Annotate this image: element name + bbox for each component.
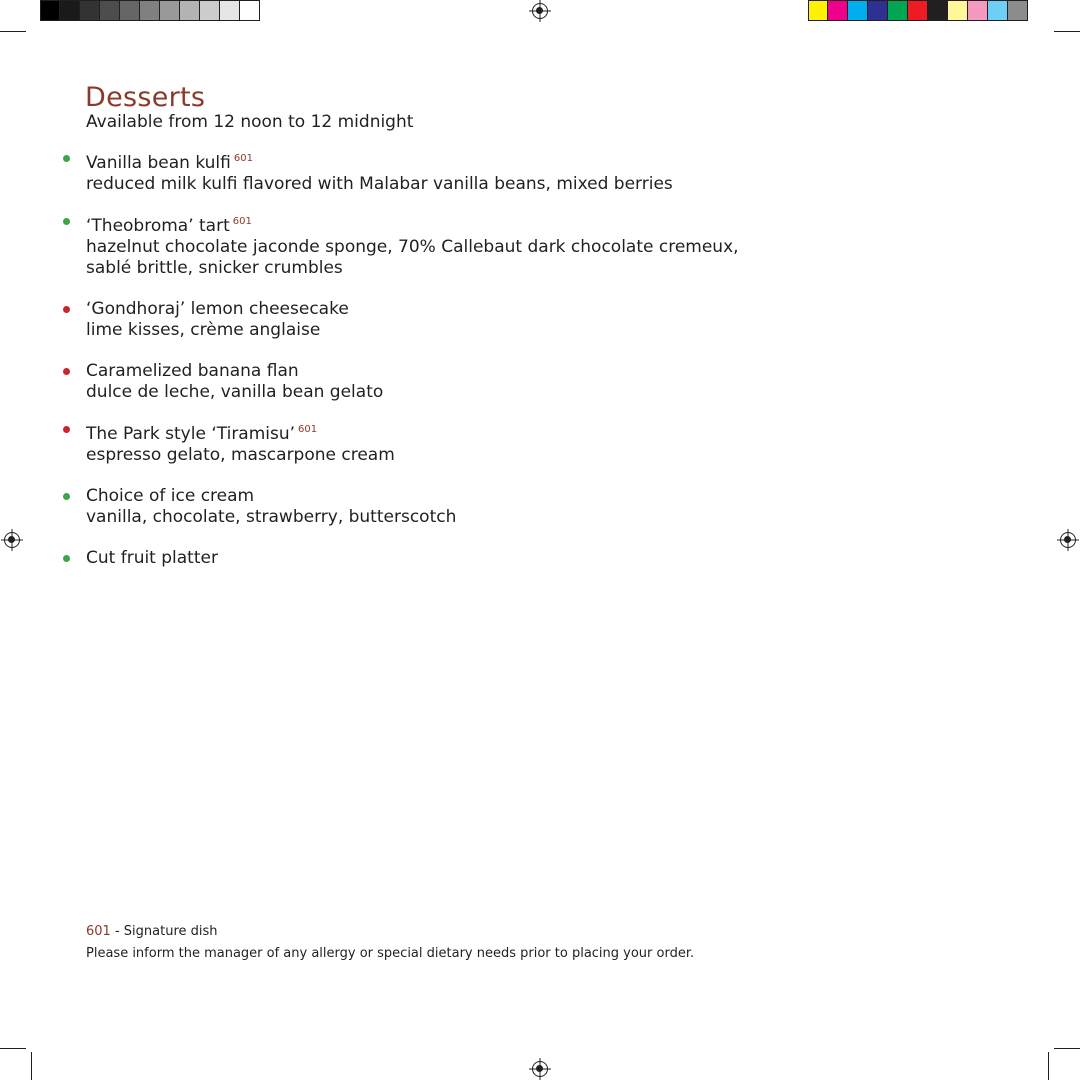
signature-label: - Signature dish — [110, 924, 218, 939]
menu-availability: Available from 12 noon to 12 midnight — [86, 112, 414, 132]
allergy-note: Please inform the manager of any allergy or special dietary needs prior to placing your order. — [86, 946, 695, 961]
signature-dish-code: 601 — [233, 153, 253, 164]
gray-swatch — [240, 0, 260, 21]
color-swatch — [968, 0, 988, 21]
menu-item-name-text: Vanilla bean kulfi — [86, 153, 231, 173]
color-swatch — [928, 0, 948, 21]
menu-item-name — [86, 548, 820, 569]
veg-indicator-icon — [63, 155, 70, 162]
menu-item — [60, 419, 820, 466]
crop-mark-bottom-left-h — [0, 1048, 26, 1049]
color-swatch — [988, 0, 1008, 21]
menu-item-name — [86, 486, 820, 507]
color-swatch — [1008, 0, 1028, 21]
menu-item — [60, 148, 820, 195]
menu-item — [60, 299, 820, 341]
crop-mark-top-left-h — [0, 31, 26, 32]
menu-item — [60, 486, 820, 528]
color-swatch — [848, 0, 868, 21]
veg-indicator-icon — [63, 493, 70, 500]
menu-item-name-text: Choice of ice cream — [86, 486, 255, 506]
signature-legend — [86, 921, 694, 943]
registration-mark-left-icon — [4, 532, 20, 548]
color-swatch — [868, 0, 888, 21]
menu-item-name — [86, 299, 820, 320]
gray-swatch — [120, 0, 140, 21]
gray-swatch — [220, 0, 240, 21]
menu-item — [60, 361, 820, 403]
color-swatch — [948, 0, 968, 21]
gray-swatch — [160, 0, 180, 21]
menu-item-description: sablé brittle, snicker crumbles — [86, 258, 343, 278]
signature-code: 601 — [86, 924, 111, 939]
color-calibration-bar — [808, 0, 1028, 22]
gray-swatch — [180, 0, 200, 21]
menu-item-name — [86, 361, 820, 382]
veg-indicator-icon — [63, 555, 70, 562]
color-swatch — [888, 0, 908, 21]
menu-item-name-text: The Park style ‘Tiramisu’ — [86, 424, 296, 444]
gray-swatch — [100, 0, 120, 21]
menu-item-description: espresso gelato, mascarpone cream — [86, 445, 395, 465]
menu-item — [60, 548, 820, 569]
menu-item-name-text: Caramelized banana flan — [86, 361, 299, 381]
registration-mark-top-icon — [532, 3, 548, 19]
menu-item-name — [86, 211, 820, 237]
menu-item-description: lime kisses, crème anglaise — [86, 320, 321, 340]
gray-swatch — [40, 0, 60, 21]
menu-item-description: vanilla, chocolate, strawberry, butterscotch — [86, 507, 457, 527]
menu-footer — [86, 921, 694, 965]
registration-mark-bottom-icon — [532, 1061, 548, 1077]
menu-item-name-text: ‘Theobroma’ tart — [86, 216, 230, 236]
gray-swatch — [200, 0, 220, 21]
registration-mark-right-icon — [1060, 532, 1076, 548]
crop-mark-top-right-h — [1054, 31, 1080, 32]
grayscale-calibration-bar — [40, 0, 260, 22]
nonveg-indicator-icon — [63, 306, 70, 313]
menu-item-name-text: ‘Gondhoraj’ lemon cheesecake — [86, 299, 349, 319]
menu-title: Desserts — [85, 82, 206, 113]
menu-item-description: hazelnut chocolate jaconde sponge, 70% Callebaut dark chocolate cremeux, — [86, 237, 739, 257]
signature-dish-code: 601 — [298, 424, 318, 435]
color-swatch — [908, 0, 928, 21]
menu-item-list — [60, 148, 820, 569]
gray-swatch — [140, 0, 160, 21]
signature-dish-code: 601 — [232, 216, 252, 227]
menu-item-name — [86, 148, 820, 174]
nonveg-indicator-icon — [63, 368, 70, 375]
gray-swatch — [80, 0, 100, 21]
menu-item-name-text: Cut fruit platter — [86, 548, 218, 568]
veg-indicator-icon — [63, 218, 70, 225]
crop-mark-bottom-right-v — [1048, 1052, 1049, 1080]
menu-item-description: dulce de leche, vanilla bean gelato — [86, 382, 384, 402]
crop-mark-bottom-right-h — [1054, 1048, 1080, 1049]
nonveg-indicator-icon — [63, 426, 70, 433]
menu-item-name — [86, 419, 820, 445]
menu-item-description: reduced milk kulfi flavored with Malabar vanilla beans, mixed berries — [86, 174, 673, 194]
menu-item — [60, 211, 820, 279]
gray-swatch — [60, 0, 80, 21]
color-swatch — [828, 0, 848, 21]
color-swatch — [808, 0, 828, 21]
crop-mark-bottom-left-v — [31, 1052, 32, 1080]
